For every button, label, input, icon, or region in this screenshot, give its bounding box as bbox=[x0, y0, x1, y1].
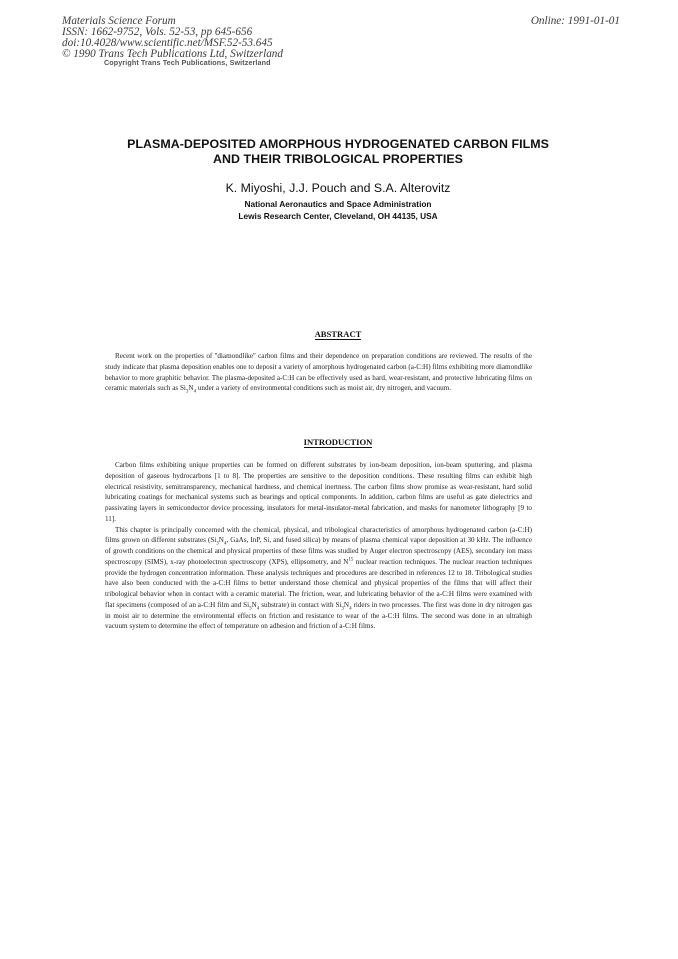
superscript-15: 15 bbox=[348, 557, 354, 563]
affiliation-line-1: National Aeronautics and Space Administration bbox=[244, 199, 432, 209]
introduction-heading-text: INTRODUCTION bbox=[303, 437, 373, 447]
title-line-1: PLASMA-DEPOSITED AMORPHOUS HYDROGENATED CARBON FILMS bbox=[127, 137, 549, 151]
abstract-text-c: under a variety of environmental conditions such as moist air, dry nitrogen, and vacuum. bbox=[196, 384, 452, 393]
abstract-heading-text: ABSTRACT bbox=[314, 329, 362, 339]
issn-line: ISSN: 1662-9752, Vols. 52-53, pp 645-656 bbox=[62, 26, 253, 38]
title-line-2: AND THEIR TRIBOLOGICAL PROPERTIES bbox=[213, 152, 463, 166]
abstract-body bbox=[105, 351, 532, 394]
copyright-line: © 1990 Trans Tech Publications Ltd, Switzerland bbox=[62, 48, 283, 60]
author-list: K. Miyoshi, J.J. Pouch and S.A. Alterovitz bbox=[225, 181, 451, 195]
affiliation-line-2: Lewis Research Center, Cleveland, OH 44135, USA bbox=[238, 210, 438, 221]
affiliation bbox=[60, 199, 616, 222]
subscript-3: 3 bbox=[216, 541, 219, 547]
introduction-body bbox=[105, 460, 532, 632]
doi-line: doi:10.4028/www.scientific.net/MSF.52-53.645 bbox=[62, 37, 273, 49]
journal-name: Materials Science Forum bbox=[62, 15, 176, 27]
subscript-4: 4 bbox=[256, 606, 260, 612]
abstract-paragraph bbox=[105, 351, 532, 394]
subscript-3: 3 bbox=[249, 606, 252, 612]
intro-text-d: nuclear reaction techniques. The nuclear reaction techniques provide the hydrogen concentration information. These analysis techniques and procedures are described in references 12 to 18. Tribological studies have also been conducted with the a-C:H films to better understand those chemical and physical properties of the films that will affect their tribological behavior when in contact with a ceramic material. The friction, wear, and lubricating behavior of the a-C:H films were examined with flat specimens (composed of an a-C:H film and Si bbox=[105, 557, 532, 609]
intro-text-g: N bbox=[343, 600, 350, 609]
subscript-3: 3 bbox=[185, 389, 189, 395]
intro-paragraph-2 bbox=[105, 525, 532, 633]
paper-title bbox=[60, 137, 616, 167]
abstract-heading bbox=[60, 329, 616, 340]
subscript-3: 3 bbox=[341, 606, 344, 612]
abstract-text-a: Recent work on the properties of ''diamondlike'' carbon films and their dependence on preparation conditions are reviewed. The results of the study indicate that plasma deposition enables one to deposit a variety of amorphous hydrogenated carbon (a-C:H) films exhibiting more diamondlike behavior to more graphitic behavior. The plasma-deposited a-C:H can be effectively used as hard, wear-resistant, and protective lubricating films on ceramic materials such as Si bbox=[105, 352, 532, 393]
subscript-4: 4 bbox=[193, 389, 197, 395]
introduction-heading bbox=[60, 437, 616, 448]
intro-text-b: N bbox=[218, 536, 224, 545]
copyright-strip bbox=[104, 59, 272, 67]
header-citation bbox=[62, 16, 283, 60]
intro-text-c: , GaAs, InP, Si, and fused silica) by means of plasma chemical vapor deposition at 30 kHz. The influence of growth conditions on the chemical and physical properties of these films was studied by Auger electron spectroscopy (AES), secondary ion mass spectroscopy (SIMS), x-ray photoelectron spectroscopy (XPS), ellipsometry, and N bbox=[105, 536, 533, 566]
online-date: Online: 1991-01-01 bbox=[530, 15, 620, 27]
intro-text-a: This chapter is principally concerned with the chemical, physical, and tribological characteristics of amorphous hydrogenated carbon (a-C:H) films grown on different substrates (Si bbox=[105, 525, 532, 545]
copyright-strip-text: Copyright Trans Tech Publications, Switzerland bbox=[104, 59, 271, 67]
abstract-text-b: N bbox=[188, 384, 194, 393]
intro-text-e: N bbox=[251, 600, 257, 609]
intro-text-f: substrate) in contact with Si bbox=[259, 600, 342, 609]
subscript-4: 4 bbox=[349, 606, 352, 612]
subscript-4: 4 bbox=[223, 541, 227, 547]
intro-text-h: riders in two processes. The first was done in dry nitrogen gas in moist air to determine the environmental effects on friction and resistance to wear of the a-C:H films. The second was done in an ultrahigh vacuum system to determine the effect of temperature on adhesion and friction of a-C:H films. bbox=[105, 600, 532, 631]
intro-paragraph-1: Carbon films exhibiting unique properties can be formed on different substrates by ion-beam deposition, ion-beam sputtering, and plasma deposition of gaseous hydrocarbons [1 to 8]. The properties are sensitive to the deposition conditions. These resulting films can exhibit high electrical resistivity, semitransparency, mechanical hardness, and chemical inertness. The carbon films show promise as wear-resistant, hard solid lubricating coatings for mechanical systems such as bearings and optical components. In addition, carbon films are useful as gate dielectrics and passivating layers in semiconductor device processing, insulators for metal-insulator-metal fabrication, and masks for nanometer lithography [9 to 11]. bbox=[105, 461, 532, 523]
